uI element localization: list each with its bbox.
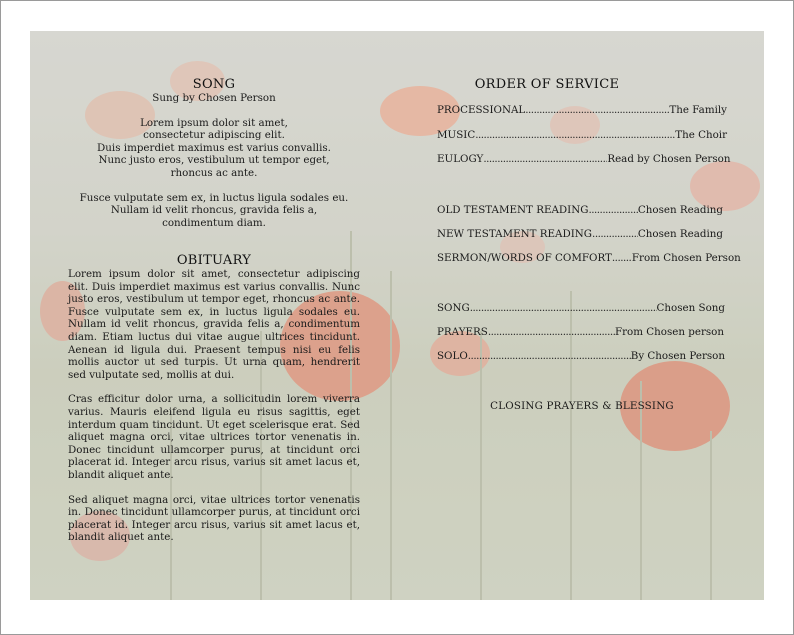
- song-lyrics-7: Nullam id velit rhoncus, gravida felis a,: [110, 204, 318, 217]
- service-item-processional: PROCESSIONAL ..... The Family: [437, 104, 727, 117]
- song-lyrics-6: Fusce vulputate sem ex, in luctus ligula sodales eu.: [79, 191, 349, 204]
- obituary-paragraph-2: Cras efficitur dolor urna, a sollicitudin lorem viverra varius. Mauris eleifend ligula eu risus sagittis, eget interdum quam tincidunt. Ut eget scelerisque erat. Sed aliquet magna orci, vitae ultrices tortor venenatis in. Donec tincidunt ullamcorper purus, at tincidunt orci placerat id. Integer arcu risus, varius sit amet lacus et, blandit aliquet ante.: [68, 393, 360, 481]
- obituary-heading: OBITUARY: [176, 253, 252, 268]
- service-item-sermon: SERMON/WORDS OF COMFORT ..... From Chosen Person: [437, 252, 723, 265]
- obituary-paragraph-3: Sed aliquet magna orci, vitae ultrices tortor venenatis in. Donec tincidunt ullamcorper purus, at tincidunt orci placerat id. Integer arcu risus, varius sit amet lacus et, blandit aliquet ante.: [68, 493, 360, 544]
- song-lyrics-1: Lorem ipsum dolor sit amet,: [140, 116, 288, 129]
- service-item-music: MUSIC ..... The Choir: [437, 129, 727, 142]
- service-item-eulogy: EULOGY ..... Read by Chosen Person: [437, 153, 723, 166]
- song-lyrics-3: Duis imperdiet maximus est varius convallis.: [97, 141, 331, 154]
- song-lyrics-2: consectetur adipiscing elit.: [143, 129, 285, 142]
- song-lyrics-4: Nunc justo eros, vestibulum ut tempor eget,: [98, 154, 330, 167]
- song-lyrics-5: rhoncus ac ante.: [170, 166, 258, 179]
- service-item-song: SONG ..... Chosen Song: [437, 302, 725, 315]
- order-of-service-heading: ORDER OF SERVICE: [474, 77, 620, 92]
- closing-prayers: CLOSING PRAYERS & BLESSING: [490, 400, 674, 412]
- service-item-prayers: PRAYERS ..... From Chosen person: [437, 326, 724, 339]
- song-heading: SONG: [192, 77, 236, 92]
- song-subtitle: Sung by Chosen Person: [152, 92, 276, 104]
- service-item-new-testament: NEW TESTAMENT READING ..... Chosen Reading: [437, 228, 723, 241]
- song-lyrics-8: condimentum diam.: [162, 216, 266, 229]
- service-item-old-testament: OLD TESTAMENT READING ..... Chosen Reading: [437, 204, 723, 217]
- obituary-paragraph-1: Lorem ipsum dolor sit amet, consectetur adipiscing elit. Duis imperdiet maximus est varius convallis. Nunc justo eros, vestibulum ut tempor eget, rhoncus ac ante. Fusce vulputate sem ex, in luctus ligula sodales eu. Nullam id velit rhoncus, gravida felis a, condimentum diam. Etiam luctus dui vitae augue ultrices tincidunt. Aenean id ligula dui. Praesent tempus nisi eu felis mollis auctor ut sed turpis. Ut urna quam, hendrerit sed vulputate sed, mollis at dui.: [68, 268, 360, 381]
- service-item-solo: SOLO ..... By Chosen Person: [437, 350, 725, 363]
